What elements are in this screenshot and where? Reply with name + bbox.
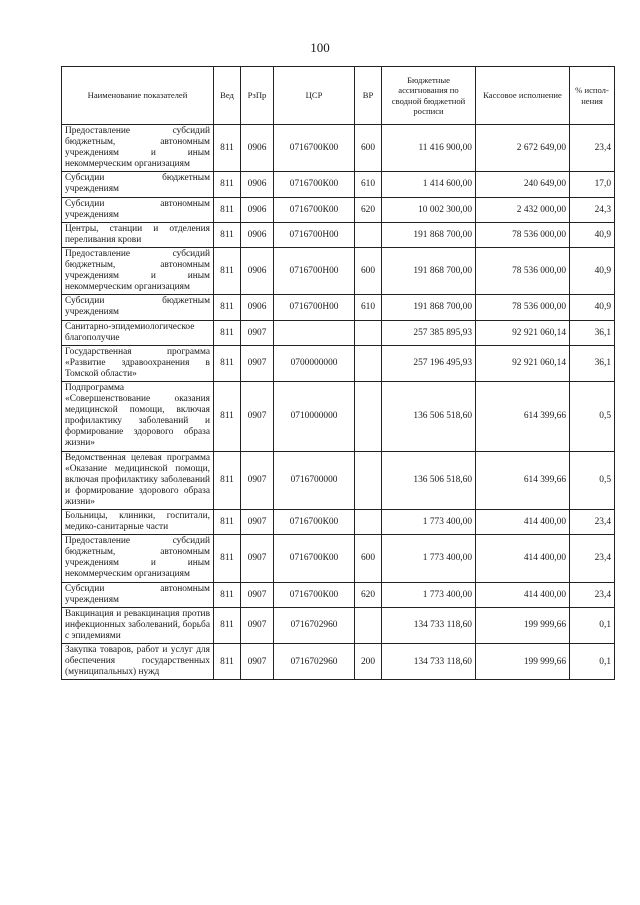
row-executed: 414 400,00 — [476, 510, 570, 535]
row-csr: 0716700К00 — [274, 197, 355, 222]
row-name: Предоставление субсидий бюджетным, автономным учреждениям и иным некоммерческим организациям — [62, 247, 214, 294]
row-vr — [355, 607, 382, 643]
row-percent: 40,9 — [570, 247, 615, 294]
table-row — [62, 535, 615, 582]
row-name: Государственная программа «Развитие здравоохранения в Томской области» — [62, 345, 214, 381]
row-name: Предоставление субсидий бюджетным, автономным учреждениям и иным некоммерческим организациям — [62, 535, 214, 582]
row-csr: 0700000000 — [274, 345, 355, 381]
row-executed: 614 399,66 — [476, 381, 570, 451]
table-row — [62, 295, 615, 320]
table-row — [62, 197, 615, 222]
row-csr: 0716700Н00 — [274, 222, 355, 247]
row-ved: 811 — [214, 172, 241, 197]
row-vr — [355, 345, 382, 381]
row-ved: 811 — [214, 451, 241, 509]
row-csr: 0716702960 — [274, 607, 355, 643]
row-vr — [355, 510, 382, 535]
row-executed: 78 536 000,00 — [476, 295, 570, 320]
row-rzpr: 0907 — [241, 345, 274, 381]
header-rzpr: РзПр — [241, 67, 274, 125]
row-csr: 0716700Н00 — [274, 247, 355, 294]
table-row — [62, 607, 615, 643]
row-rzpr: 0907 — [241, 607, 274, 643]
row-assigned: 191 868 700,00 — [382, 247, 476, 294]
row-rzpr: 0906 — [241, 247, 274, 294]
row-assigned: 191 868 700,00 — [382, 295, 476, 320]
row-executed: 2 432 000,00 — [476, 197, 570, 222]
row-vr — [355, 451, 382, 509]
table-row — [62, 644, 615, 680]
row-csr: 0716700000 — [274, 451, 355, 509]
row-vr: 600 — [355, 125, 382, 172]
table-row — [62, 345, 615, 381]
table-row — [62, 125, 615, 172]
row-name: Подпрограмма «Совершенствование оказания медицинской помощи, включая профилактику заболеваний и формирование здорового образа жизни» — [62, 381, 214, 451]
row-rzpr: 0906 — [241, 125, 274, 172]
row-percent: 17,0 — [570, 172, 615, 197]
row-csr: 0716700К00 — [274, 125, 355, 172]
row-name: Субсидии автономным учреждениям — [62, 197, 214, 222]
row-ved: 811 — [214, 582, 241, 607]
row-csr: 0716700Н00 — [274, 295, 355, 320]
row-csr: 0710000000 — [274, 381, 355, 451]
row-assigned: 136 506 518,60 — [382, 451, 476, 509]
table-row — [62, 451, 615, 509]
row-csr: 0716700К00 — [274, 510, 355, 535]
row-vr: 600 — [355, 535, 382, 582]
row-vr — [355, 381, 382, 451]
row-rzpr: 0906 — [241, 222, 274, 247]
row-ved: 811 — [214, 247, 241, 294]
row-rzpr: 0907 — [241, 451, 274, 509]
row-percent: 36,1 — [570, 320, 615, 345]
row-percent: 36,1 — [570, 345, 615, 381]
row-executed: 78 536 000,00 — [476, 247, 570, 294]
row-csr: 0716700К00 — [274, 172, 355, 197]
row-assigned: 10 002 300,00 — [382, 197, 476, 222]
row-percent: 23,4 — [570, 535, 615, 582]
table-row — [62, 510, 615, 535]
row-rzpr: 0907 — [241, 320, 274, 345]
header-ved: Вед — [214, 67, 241, 125]
row-ved: 811 — [214, 320, 241, 345]
row-rzpr: 0906 — [241, 172, 274, 197]
row-assigned: 257 196 495,93 — [382, 345, 476, 381]
header-vr: ВР — [355, 67, 382, 125]
row-csr — [274, 320, 355, 345]
row-percent: 0,1 — [570, 644, 615, 680]
row-ved: 811 — [214, 125, 241, 172]
row-percent: 40,9 — [570, 222, 615, 247]
row-ved: 811 — [214, 295, 241, 320]
row-rzpr: 0906 — [241, 197, 274, 222]
table-row — [62, 222, 615, 247]
row-csr: 0716700К00 — [274, 582, 355, 607]
table-row — [62, 172, 615, 197]
row-name: Вакцинация и ревакцинация против инфекционных заболеваний, борьба с эпидемиями — [62, 607, 214, 643]
row-rzpr: 0907 — [241, 582, 274, 607]
row-executed: 414 400,00 — [476, 582, 570, 607]
row-name: Субсидии бюджетным учреждениям — [62, 295, 214, 320]
row-assigned: 191 868 700,00 — [382, 222, 476, 247]
row-ved: 811 — [214, 197, 241, 222]
row-assigned: 11 416 900,00 — [382, 125, 476, 172]
row-percent: 40,9 — [570, 295, 615, 320]
row-csr: 0716702960 — [274, 644, 355, 680]
row-vr: 200 — [355, 644, 382, 680]
row-rzpr: 0907 — [241, 381, 274, 451]
row-name: Предоставление субсидий бюджетным, автономным учреждениям и иным некоммерческим организациям — [62, 125, 214, 172]
row-ved: 811 — [214, 510, 241, 535]
row-percent: 23,4 — [570, 125, 615, 172]
row-ved: 811 — [214, 607, 241, 643]
row-assigned: 134 733 118,60 — [382, 607, 476, 643]
row-assigned: 257 385 895,93 — [382, 320, 476, 345]
row-name: Центры, станции и отделения переливания крови — [62, 222, 214, 247]
row-executed: 414 400,00 — [476, 535, 570, 582]
row-vr — [355, 222, 382, 247]
row-percent: 0,1 — [570, 607, 615, 643]
row-csr: 0716700К00 — [274, 535, 355, 582]
table-header-row — [62, 67, 615, 125]
row-vr — [355, 320, 382, 345]
row-rzpr: 0907 — [241, 535, 274, 582]
row-assigned: 136 506 518,60 — [382, 381, 476, 451]
row-assigned: 1 414 600,00 — [382, 172, 476, 197]
header-executed: Кассовое исполнение — [476, 67, 570, 125]
row-name: Ведомственная целевая программа «Оказание медицинской помощи, включая профилактику заболеваний и формирование здорового образа жизни» — [62, 451, 214, 509]
row-vr: 620 — [355, 197, 382, 222]
row-assigned: 1 773 400,00 — [382, 582, 476, 607]
table-row — [62, 582, 615, 607]
header-csr: ЦСР — [274, 67, 355, 125]
row-assigned: 134 733 118,60 — [382, 644, 476, 680]
row-rzpr: 0907 — [241, 510, 274, 535]
row-name: Субсидии автономным учреждениям — [62, 582, 214, 607]
row-ved: 811 — [214, 381, 241, 451]
row-percent: 0,5 — [570, 451, 615, 509]
row-executed: 92 921 060,14 — [476, 320, 570, 345]
row-percent: 23,4 — [570, 510, 615, 535]
header-assigned: Бюджетные ассигнования по сводной бюджетной росписи — [382, 67, 476, 125]
row-vr: 600 — [355, 247, 382, 294]
row-assigned: 1 773 400,00 — [382, 535, 476, 582]
page-number: 100 — [310, 40, 330, 55]
row-name: Закупка товаров, работ и услуг для обеспечения государственных (муниципальных) нужд — [62, 644, 214, 680]
row-executed: 199 999,66 — [476, 644, 570, 680]
row-name: Санитарно-эпидемиологическое благополучие — [62, 320, 214, 345]
row-executed: 614 399,66 — [476, 451, 570, 509]
table-row — [62, 247, 615, 294]
row-rzpr: 0907 — [241, 644, 274, 680]
row-name: Больницы, клиники, госпитали, медико-санитарные части — [62, 510, 214, 535]
row-name: Субсидии бюджетным учреждениям — [62, 172, 214, 197]
row-percent: 23,4 — [570, 582, 615, 607]
row-ved: 811 — [214, 644, 241, 680]
row-rzpr: 0906 — [241, 295, 274, 320]
row-ved: 811 — [214, 535, 241, 582]
row-executed: 240 649,00 — [476, 172, 570, 197]
table-row — [62, 320, 615, 345]
row-ved: 811 — [214, 222, 241, 247]
header-name: Наименование показателей — [62, 67, 214, 125]
row-executed: 92 921 060,14 — [476, 345, 570, 381]
row-executed: 2 672 649,00 — [476, 125, 570, 172]
row-assigned: 1 773 400,00 — [382, 510, 476, 535]
budget-execution-table — [61, 66, 615, 680]
row-percent: 24,3 — [570, 197, 615, 222]
row-ved: 811 — [214, 345, 241, 381]
table-row — [62, 381, 615, 451]
row-percent: 0,5 — [570, 381, 615, 451]
row-executed: 199 999,66 — [476, 607, 570, 643]
row-executed: 78 536 000,00 — [476, 222, 570, 247]
row-vr: 610 — [355, 295, 382, 320]
header-percent: % испол-нения — [570, 67, 615, 125]
row-vr: 610 — [355, 172, 382, 197]
row-vr: 620 — [355, 582, 382, 607]
